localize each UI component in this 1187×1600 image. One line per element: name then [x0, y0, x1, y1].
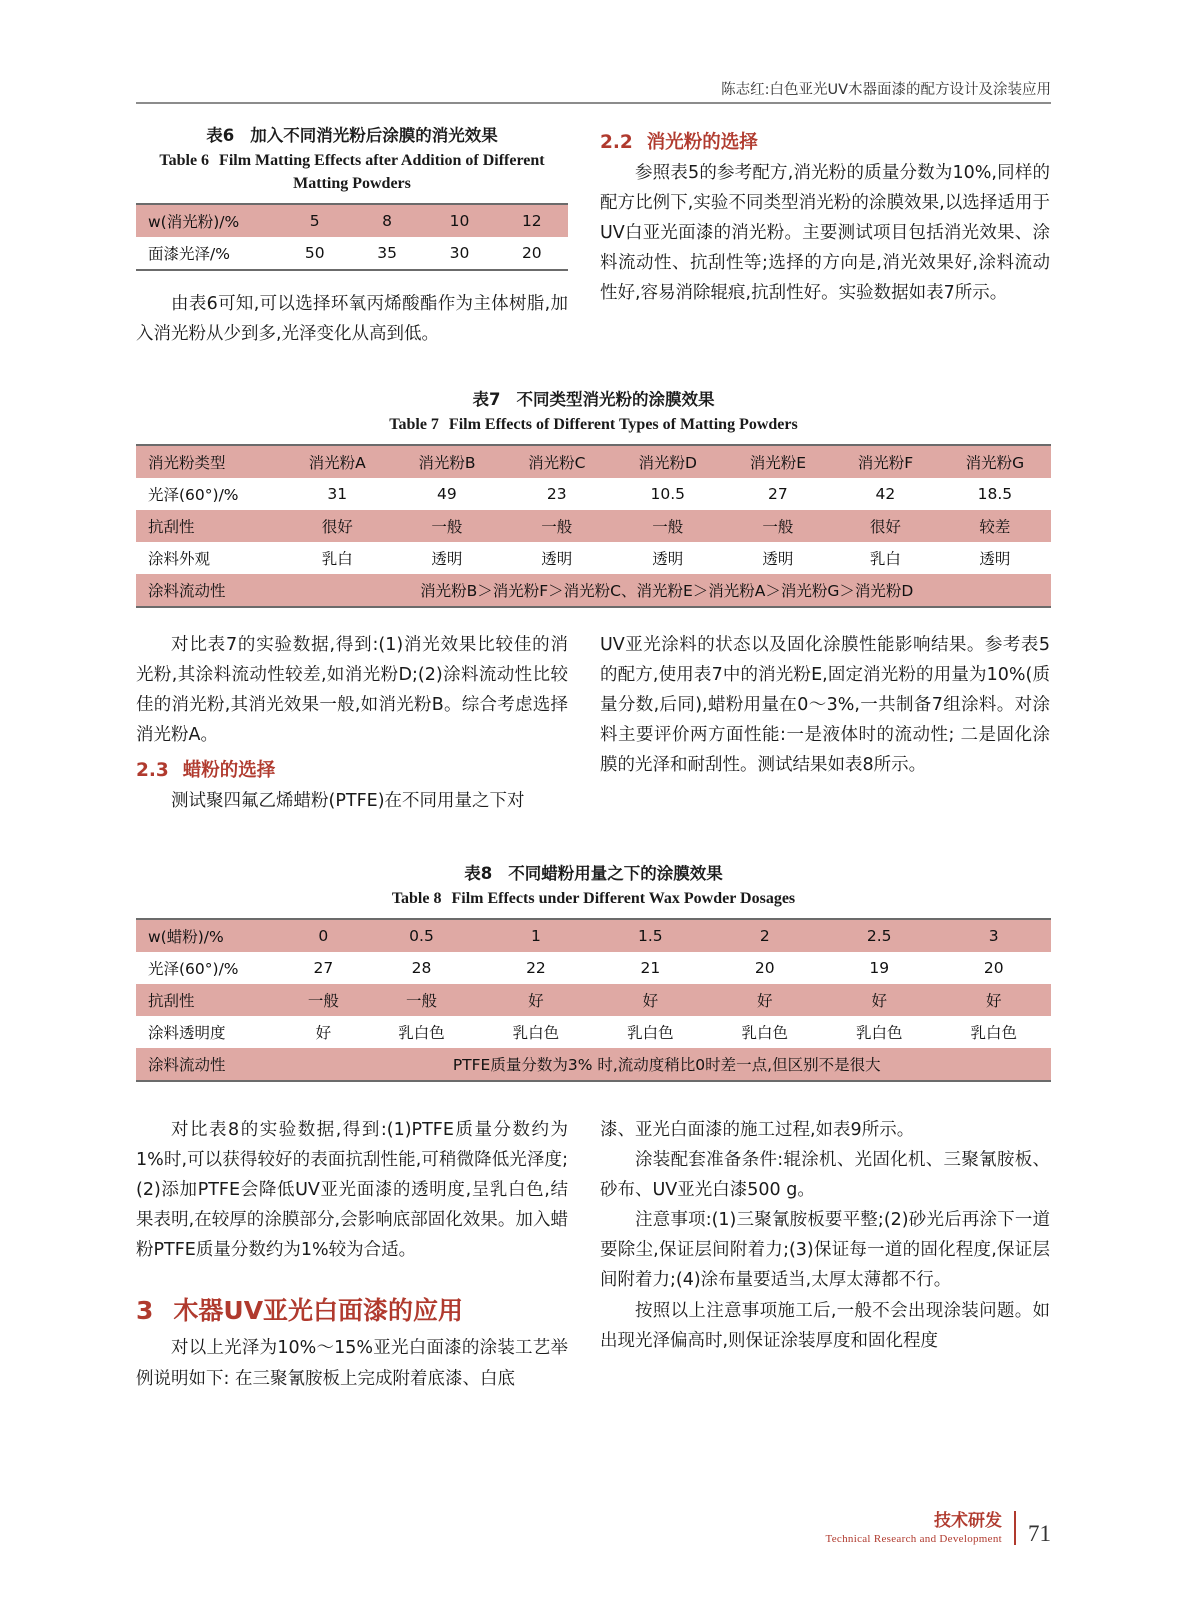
table7-cell: 透明 [502, 542, 612, 574]
table8-cell: 乳白色 [364, 1016, 478, 1048]
table-row [136, 237, 568, 269]
table7-cell: 较差 [939, 510, 1051, 542]
table8-cell: 乳白色 [479, 1016, 593, 1048]
paragraph-after-table6: 由表6可知,可以选择环氧丙烯酸酯作为主体树脂,加入消光粉从少到多,光泽变化从高到低。 [136, 294, 568, 345]
table7-head-cell: 消光粉A [282, 446, 392, 478]
section-2-2-paragraph: 参照表5的参考配方,消光粉的质量分数为10%,同样的配方比例下,实验不同类型消光粉的涂膜效果,以选择适用于UV白亚光面漆的消光粉。主要测试项目包括消光效果、涂料流动性、抗刮性等;选择的方向是,消光效果好,涂料流动性好,容易消除辊痕,抗刮性好。实验数据如表7所示。 [600, 163, 1050, 304]
table8-head-cell: 3 [936, 920, 1051, 952]
table6-cell: 8 [351, 205, 423, 237]
table8-cell: 乳白色 [936, 1016, 1051, 1048]
table6-block [136, 122, 568, 350]
table7 [136, 446, 1051, 606]
table7-head-cell: 消光粉G [939, 446, 1051, 478]
table8-cell: 19 [822, 952, 936, 984]
table8-head-cell: 0.5 [364, 920, 478, 952]
running-header: 陈志红:白色亚光UV木器面漆的配方设计及涂装应用 [721, 82, 1051, 98]
table7-bottom-rule [136, 606, 1051, 608]
table8-cell: 好 [708, 984, 822, 1016]
table7-title-en-text: Film Effects of Different Types of Matting Powders [448, 416, 798, 433]
page-number: 71 [1028, 1521, 1051, 1546]
table8-row-header: 涂料透明度 [136, 1016, 282, 1048]
table8-row-header: 光泽(60°)/% [136, 952, 282, 984]
table8-title-en-text: Film Effects under Different Wax Powder Dosages [451, 890, 796, 907]
after-table7-left [136, 630, 568, 816]
section-3-number: 3 [136, 1296, 154, 1326]
section-2-3-heading [136, 756, 568, 782]
table7-cell: 乳白 [832, 542, 939, 574]
table8-cell: 好 [936, 984, 1051, 1016]
table8-cell: 27 [282, 952, 364, 984]
table-row [136, 920, 1051, 952]
table8-cell: 乳白色 [822, 1016, 936, 1048]
table7-lastrow-header: 涂料流动性 [136, 574, 282, 606]
table7-row-header: 涂料外观 [136, 542, 282, 574]
table8-cell: 22 [479, 952, 593, 984]
table8-lastrow-header: 涂料流动性 [136, 1048, 282, 1080]
table-row [136, 574, 1051, 606]
table6-cell: 50 [279, 237, 351, 269]
section-2-3-number: 2.3 [136, 760, 169, 782]
table8-cell: 好 [282, 1016, 364, 1048]
table7-title-cn-text: 不同类型消光粉的涂膜效果 [516, 390, 715, 409]
section-3-title: 木器UV亚光白面漆的应用 [173, 1296, 464, 1326]
table7-cell: 很好 [282, 510, 392, 542]
right-paragraph-2: 涂装配套准备条件:辊涂机、光固化机、三聚氰胺板、砂布、UV亚光白漆500 g。 [600, 1150, 1050, 1201]
paragraph-after-table7-right: UV亚光涂料的状态以及固化涂膜性能影响结果。参考表5的配方,使用表7中的消光粉E,固定消光粉的用量为10%(质量分数,后同),蜡粉用量在0～3%,一共制备7组涂料。对涂料主要评价两方面性能:一是液体时的流动性; 二是固化涂膜的光泽和耐刮性。测试结果如表8所示。 [600, 635, 1050, 776]
table6-row0-header: w(消光粉)/% [136, 205, 279, 237]
table8-title-cn [136, 860, 1051, 884]
table6-cell: 30 [423, 237, 495, 269]
table-row [136, 446, 1051, 478]
table-row [136, 478, 1051, 510]
section-2-2-title: 消光粉的选择 [646, 132, 758, 153]
table7-row-header: 抗刮性 [136, 510, 282, 542]
table6-cell: 12 [496, 205, 568, 237]
table8-label-en: Table 8 [391, 890, 442, 907]
header-divider [136, 102, 1051, 104]
section-2-3-title: 蜡粉的选择 [182, 760, 276, 782]
table8-lastrow-value: PTFE质量分数为3% 时,流动度稍比0时差一点,但区别不是很大 [282, 1048, 1051, 1080]
table-row [136, 984, 1051, 1016]
table8-cell: 好 [593, 984, 707, 1016]
footer-section-en: Technical Research and Development [825, 1533, 1002, 1545]
table6-bottom-rule [136, 269, 568, 271]
footer-divider [1014, 1511, 1016, 1545]
table8-label-cn: 表8 [464, 864, 493, 883]
table7-cell: 透明 [724, 542, 832, 574]
table6-title-en-l2: Matting Powders [293, 175, 411, 193]
table7-head-cell: 消光粉B [392, 446, 502, 478]
table7-cell: 18.5 [939, 478, 1051, 510]
after-table7-right [600, 630, 1050, 780]
table7-cell: 很好 [832, 510, 939, 542]
table8-title-cn-text: 不同蜡粉用量之下的涂膜效果 [508, 864, 723, 883]
table6-title-cn [136, 122, 568, 146]
section-3-paragraph: 对以上光泽为10%～15%亚光白面漆的涂装工艺举例说明如下: 在三聚氰胺板上完成附着底漆、白底 [136, 1338, 568, 1389]
after-table8-left [136, 1115, 568, 1394]
table8-head-cell: 0 [282, 920, 364, 952]
section-2-2 [600, 128, 1050, 308]
table6-cell: 20 [496, 237, 568, 269]
table7-cell: 31 [282, 478, 392, 510]
table6-cell: 5 [279, 205, 351, 237]
section-2-3-paragraph: 测试聚四氟乙烯蜡粉(PTFE)在不同用量之下对 [171, 791, 525, 812]
table7-cell: 49 [392, 478, 502, 510]
table8-cell: 好 [822, 984, 936, 1016]
table8-cell: 20 [708, 952, 822, 984]
table8-cell: 一般 [364, 984, 478, 1016]
table8-cell: 20 [936, 952, 1051, 984]
table7-head-cell: 消光粉F [832, 446, 939, 478]
table8-cell: 21 [593, 952, 707, 984]
right-paragraph-1: 漆、亚光白面漆的施工过程,如表9所示。 [600, 1120, 915, 1140]
table7-title-cn [136, 386, 1051, 410]
table7-label-cn: 表7 [472, 390, 501, 409]
table6-cell: 10 [423, 205, 495, 237]
paragraph-after-table8: 对比表8的实验数据,得到:(1)PTFE质量分数约为1%时,可以获得较好的表面抗刮性能,可稍微降低光泽度;(2)添加PTFE会降低UV亚光面漆的透明度,呈乳白色,结果表明,在较厚的涂膜部分,会影响底部固化效果。加入蜡粉PTFE质量分数约为1%较为合适。 [136, 1120, 568, 1261]
table7-head-cell: 消光粉类型 [136, 446, 282, 478]
table7-cell: 27 [724, 478, 832, 510]
table8-title-en [136, 887, 1051, 910]
table8-head-cell: w(蜡粉)/% [136, 920, 282, 952]
table7-cell: 透明 [612, 542, 724, 574]
table8-cell: 乳白色 [708, 1016, 822, 1048]
table6-label-en: Table 6 [159, 152, 210, 169]
table6-title-en-l1: Film Matting Effects after Addition of Different [219, 152, 545, 169]
table7-cell: 23 [502, 478, 612, 510]
table7-row-header: 光泽(60°)/% [136, 478, 282, 510]
section-2-2-number: 2.2 [600, 132, 633, 153]
table7-cell: 一般 [392, 510, 502, 542]
table7-head-cell: 消光粉E [724, 446, 832, 478]
right-paragraph-3: 注意事项:(1)三聚氰胺板要平整;(2)砂光后再涂下一道要除尘,保证层间附着力;(3)保证每一道的固化程度,保证层间附着力;(4)涂布量要适当,太厚太薄都不行。 [600, 1210, 1050, 1291]
table6-cell: 35 [351, 237, 423, 269]
table7-head-cell: 消光粉D [612, 446, 724, 478]
table8-cell: 一般 [282, 984, 364, 1016]
table-row [136, 952, 1051, 984]
paragraph-after-table7-left: 对比表7的实验数据,得到:(1)消光效果比较佳的消光粉,其涂料流动性较差,如消光粉D;(2)涂料流动性比较佳的消光粉,其消光效果一般,如消光粉B。综合考虑选择消光粉A。 [136, 635, 568, 746]
section-3-heading [136, 1291, 568, 1327]
table7-title-en [136, 413, 1051, 436]
table8-head-cell: 1.5 [593, 920, 707, 952]
table8-head-cell: 1 [479, 920, 593, 952]
table7-cell: 透明 [939, 542, 1051, 574]
table7-block [136, 386, 1051, 608]
table7-cell: 乳白 [282, 542, 392, 574]
footer-section-label [826, 1506, 1003, 1545]
table7-head-cell: 消光粉C [502, 446, 612, 478]
table-row [136, 205, 568, 237]
after-table8-right [600, 1115, 1050, 1356]
table7-cell: 10.5 [612, 478, 724, 510]
table8-block [136, 860, 1051, 1082]
table6-title-cn-text: 加入不同消光粉后涂膜的消光效果 [250, 126, 498, 145]
table7-cell: 一般 [724, 510, 832, 542]
table6 [136, 205, 568, 269]
page-footer [826, 1506, 1052, 1545]
table8-head-cell: 2.5 [822, 920, 936, 952]
table-row [136, 510, 1051, 542]
table7-lastrow-value: 消光粉B＞消光粉F＞消光粉C、消光粉E＞消光粉A＞消光粉G＞消光粉D [282, 574, 1051, 606]
table8 [136, 920, 1051, 1080]
table7-label-en: Table 7 [389, 416, 439, 433]
table8-cell: 好 [479, 984, 593, 1016]
table6-label-cn: 表6 [206, 126, 235, 145]
table8-head-cell: 2 [708, 920, 822, 952]
footer-section-cn: 技术研发 [934, 1511, 1002, 1531]
table8-cell: 乳白色 [593, 1016, 707, 1048]
table7-cell: 透明 [392, 542, 502, 574]
table8-cell: 28 [364, 952, 478, 984]
table-row [136, 1016, 1051, 1048]
table8-bottom-rule [136, 1080, 1051, 1082]
right-paragraph-4: 按照以上注意事项施工后,一般不会出现涂装问题。如出现光泽偏高时,则保证涂装厚度和固化程度 [600, 1300, 1050, 1351]
table-row [136, 542, 1051, 574]
table7-cell: 一般 [612, 510, 724, 542]
table-row [136, 1048, 1051, 1080]
table6-row1-header: 面漆光泽/% [136, 237, 279, 269]
table8-row-header: 抗刮性 [136, 984, 282, 1016]
table6-title-en [136, 149, 568, 195]
table7-cell: 42 [832, 478, 939, 510]
section-2-2-heading [600, 128, 1050, 154]
table7-cell: 一般 [502, 510, 612, 542]
